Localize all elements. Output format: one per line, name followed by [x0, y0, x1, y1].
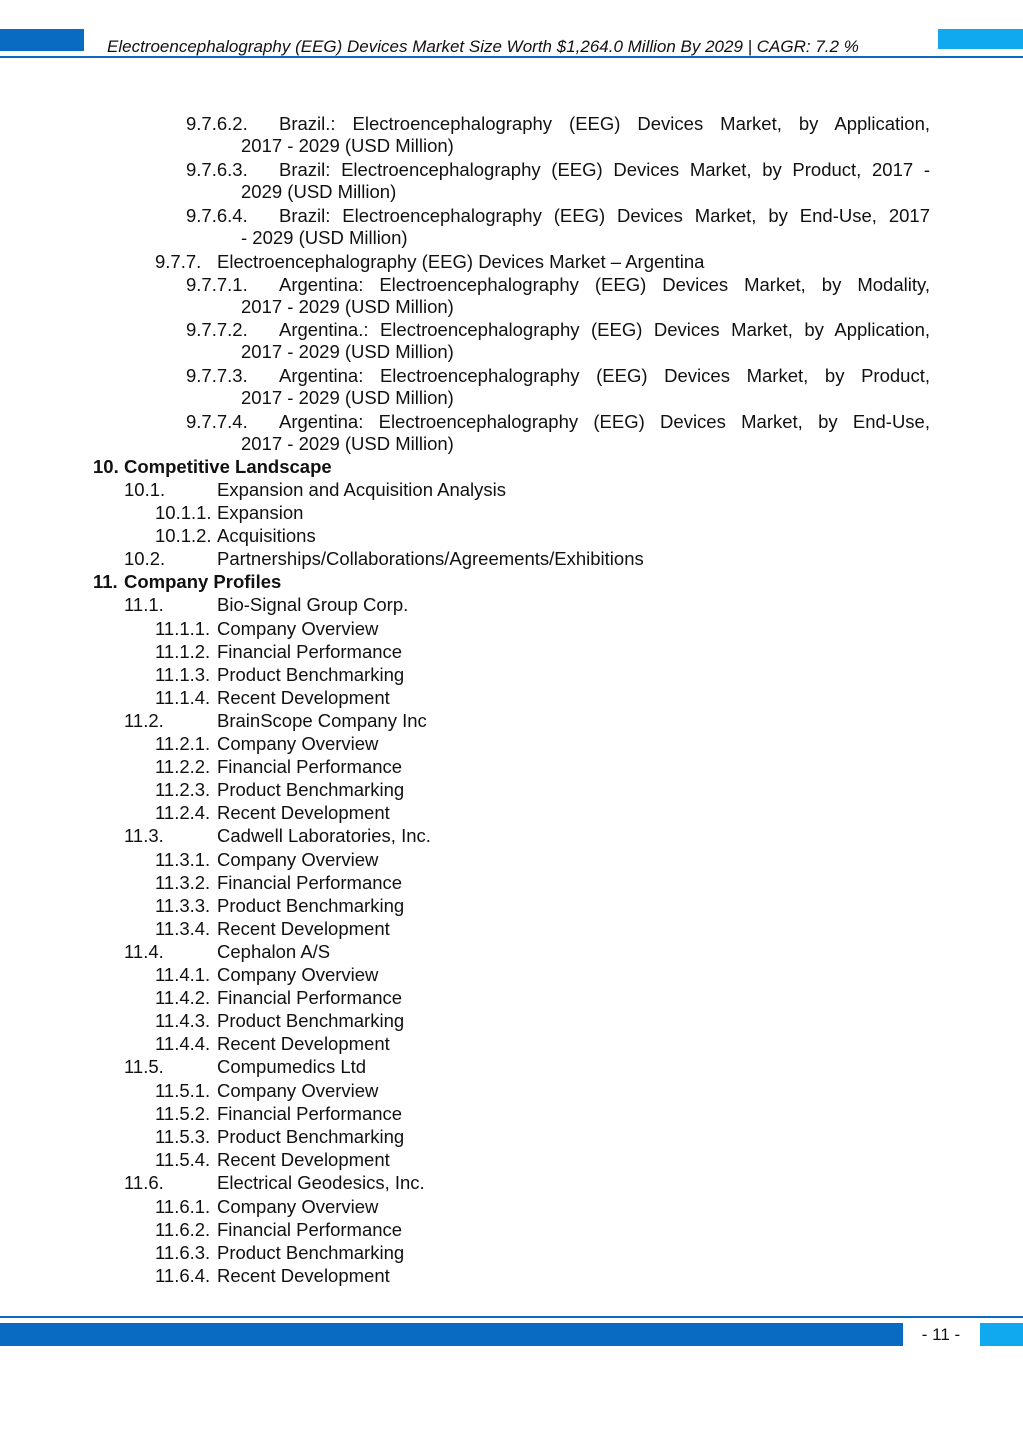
- company-name: BrainScope Company Inc: [217, 710, 427, 731]
- toc-title: Company Overview: [217, 618, 379, 639]
- toc-title: Financial Performance: [217, 987, 403, 1008]
- toc-number: 11.6.: [124, 1172, 164, 1193]
- running-header-title: Electroencephalography (EEG) Devices Market Size Worth $1,264.0 Million By 2029 | CAGR: 7.2 %: [107, 37, 859, 56]
- toc-title: Recent Development: [217, 1265, 390, 1286]
- toc-number: 9.7.7.2.: [186, 319, 248, 340]
- toc-title-line2: 2017 - 2029 (USD Million): [241, 135, 454, 156]
- toc-number: 11.2.4.: [155, 802, 211, 823]
- toc-number: 11.2.: [124, 710, 164, 731]
- toc-title: Product Benchmarking: [217, 895, 405, 916]
- footer-rule: [0, 1316, 1023, 1318]
- toc-title: Financial Performance: [217, 1219, 403, 1240]
- toc-title-line1: Brazil.: Electroencephalography (EEG) Devices Market, by Application,: [279, 113, 930, 134]
- toc-number: 11.2.1.: [155, 733, 211, 754]
- toc-number: 11.4.4.: [155, 1033, 211, 1054]
- footer-accent-bar-right: [980, 1323, 1023, 1346]
- toc-title: Acquisitions: [217, 525, 316, 546]
- toc-title: Company Overview: [217, 964, 379, 985]
- toc-title-line2: 2017 - 2029 (USD Million): [241, 341, 454, 362]
- toc-title-line2: 2017 - 2029 (USD Million): [241, 387, 454, 408]
- toc-title: Product Benchmarking: [217, 1126, 405, 1147]
- page-number: - 11 -: [921, 1325, 961, 1344]
- toc-title-line1: Argentina: Electroencephalography (EEG) Devices Market, by End-Use,: [279, 411, 930, 432]
- toc-title: Company Overview: [217, 733, 379, 754]
- toc-title-line2: 2017 - 2029 (USD Million): [241, 296, 454, 317]
- toc-number: 11.2.2.: [155, 756, 211, 777]
- toc-title-line1: Argentina: Electroencephalography (EEG) Devices Market, by Modality,: [279, 274, 930, 295]
- toc-number: 11.5.4.: [155, 1149, 211, 1170]
- toc-number: 9.7.7.4.: [186, 411, 248, 432]
- toc-title: Electroencephalography (EEG) Devices Market – Argentina: [217, 251, 705, 272]
- toc-number: 11.6.4.: [155, 1265, 211, 1286]
- toc-title-line1: Brazil: Electroencephalography (EEG) Devices Market, by Product, 2017 -: [279, 159, 930, 180]
- toc-number: 11.4.1.: [155, 964, 211, 985]
- toc-title: Product Benchmarking: [217, 664, 405, 685]
- toc-title: Recent Development: [217, 1149, 390, 1170]
- toc-title: Expansion: [217, 502, 304, 523]
- toc-number: 11.5.: [124, 1056, 164, 1077]
- toc-number: 11.5.3.: [155, 1126, 211, 1147]
- toc-title-line1: Brazil: Electroencephalography (EEG) Devices Market, by End-Use, 2017: [279, 205, 930, 226]
- toc-number: 9.7.7.: [155, 251, 202, 272]
- toc-number: 11.: [93, 571, 118, 592]
- header-accent-bar-right: [938, 29, 1023, 49]
- toc-number: 10.1.: [124, 479, 166, 500]
- toc-title-line2: - 2029 (USD Million): [241, 227, 408, 248]
- toc-number: 11.3.: [124, 825, 164, 846]
- toc-number: 11.2.3.: [155, 779, 211, 800]
- toc-title: Product Benchmarking: [217, 1010, 405, 1031]
- toc-title: Competitive Landscape: [124, 456, 332, 477]
- toc-number: 11.5.1.: [155, 1080, 211, 1101]
- toc-number: 11.3.2.: [155, 872, 211, 893]
- toc-number: 9.7.6.4.: [186, 205, 248, 226]
- toc-number: 11.1.3.: [155, 664, 211, 685]
- company-name: Bio-Signal Group Corp.: [217, 594, 409, 615]
- toc-title: Recent Development: [217, 918, 390, 939]
- header-accent-bar-left: [0, 29, 84, 51]
- toc-title-line1: Argentina.: Electroencephalography (EEG) Devices Market, by Application,: [279, 319, 930, 340]
- toc-number: 9.7.6.3.: [186, 159, 248, 180]
- header-rule: [0, 56, 1023, 58]
- toc-number: 11.6.2.: [155, 1219, 211, 1240]
- toc-number: 11.3.3.: [155, 895, 211, 916]
- toc-number: 11.4.2.: [155, 987, 211, 1008]
- toc-number: 10.: [93, 456, 119, 477]
- toc-title: Recent Development: [217, 687, 390, 708]
- toc-number: 11.1.2.: [155, 641, 211, 662]
- company-name: Cadwell Laboratories, Inc.: [217, 825, 431, 846]
- toc-title-line2: 2017 - 2029 (USD Million): [241, 433, 454, 454]
- toc-number: 10.1.2.: [155, 525, 212, 546]
- toc-title: Company Overview: [217, 849, 379, 870]
- toc-title: Financial Performance: [217, 641, 403, 662]
- toc-number: 10.2.: [124, 548, 166, 569]
- company-name: Electrical Geodesics, Inc.: [217, 1172, 425, 1193]
- toc-number: 9.7.7.1.: [186, 274, 248, 295]
- toc-number: 11.3.4.: [155, 918, 211, 939]
- toc-title: Financial Performance: [217, 756, 403, 777]
- toc-title: Company Profiles: [124, 571, 282, 592]
- footer-accent-bar-left: [0, 1323, 903, 1346]
- toc-title: Partnerships/Collaborations/Agreements/Exhibitions: [217, 548, 644, 569]
- toc-number: 10.1.1.: [155, 502, 212, 523]
- toc-number: 11.1.: [124, 594, 164, 615]
- toc-number: 11.4.3.: [155, 1010, 211, 1031]
- toc-number: 11.5.2.: [155, 1103, 211, 1124]
- toc-number: 11.1.4.: [155, 687, 211, 708]
- toc-title: Recent Development: [217, 802, 390, 823]
- toc-number: 9.7.7.3.: [186, 365, 248, 386]
- toc-title: Product Benchmarking: [217, 779, 405, 800]
- toc-title-line2: 2029 (USD Million): [241, 181, 397, 202]
- toc-title-line1: Argentina: Electroencephalography (EEG) Devices Market, by Product,: [279, 365, 930, 386]
- toc-title: Financial Performance: [217, 872, 403, 893]
- toc-number: 9.7.6.2.: [186, 113, 248, 134]
- toc-number: 11.6.3.: [155, 1242, 211, 1263]
- toc-title: Company Overview: [217, 1080, 379, 1101]
- toc-title: Expansion and Acquisition Analysis: [217, 479, 506, 500]
- toc-title: Recent Development: [217, 1033, 390, 1054]
- toc-title: Product Benchmarking: [217, 1242, 405, 1263]
- toc-number: 11.3.1.: [155, 849, 211, 870]
- toc-number: 11.6.1.: [155, 1196, 211, 1217]
- company-name: Compumedics Ltd: [217, 1056, 367, 1077]
- toc-number: 11.4.: [124, 941, 164, 962]
- toc-title: Company Overview: [217, 1196, 379, 1217]
- toc-title: Financial Performance: [217, 1103, 403, 1124]
- company-name: Cephalon A/S: [217, 941, 331, 962]
- toc-number: 11.1.1.: [155, 618, 211, 639]
